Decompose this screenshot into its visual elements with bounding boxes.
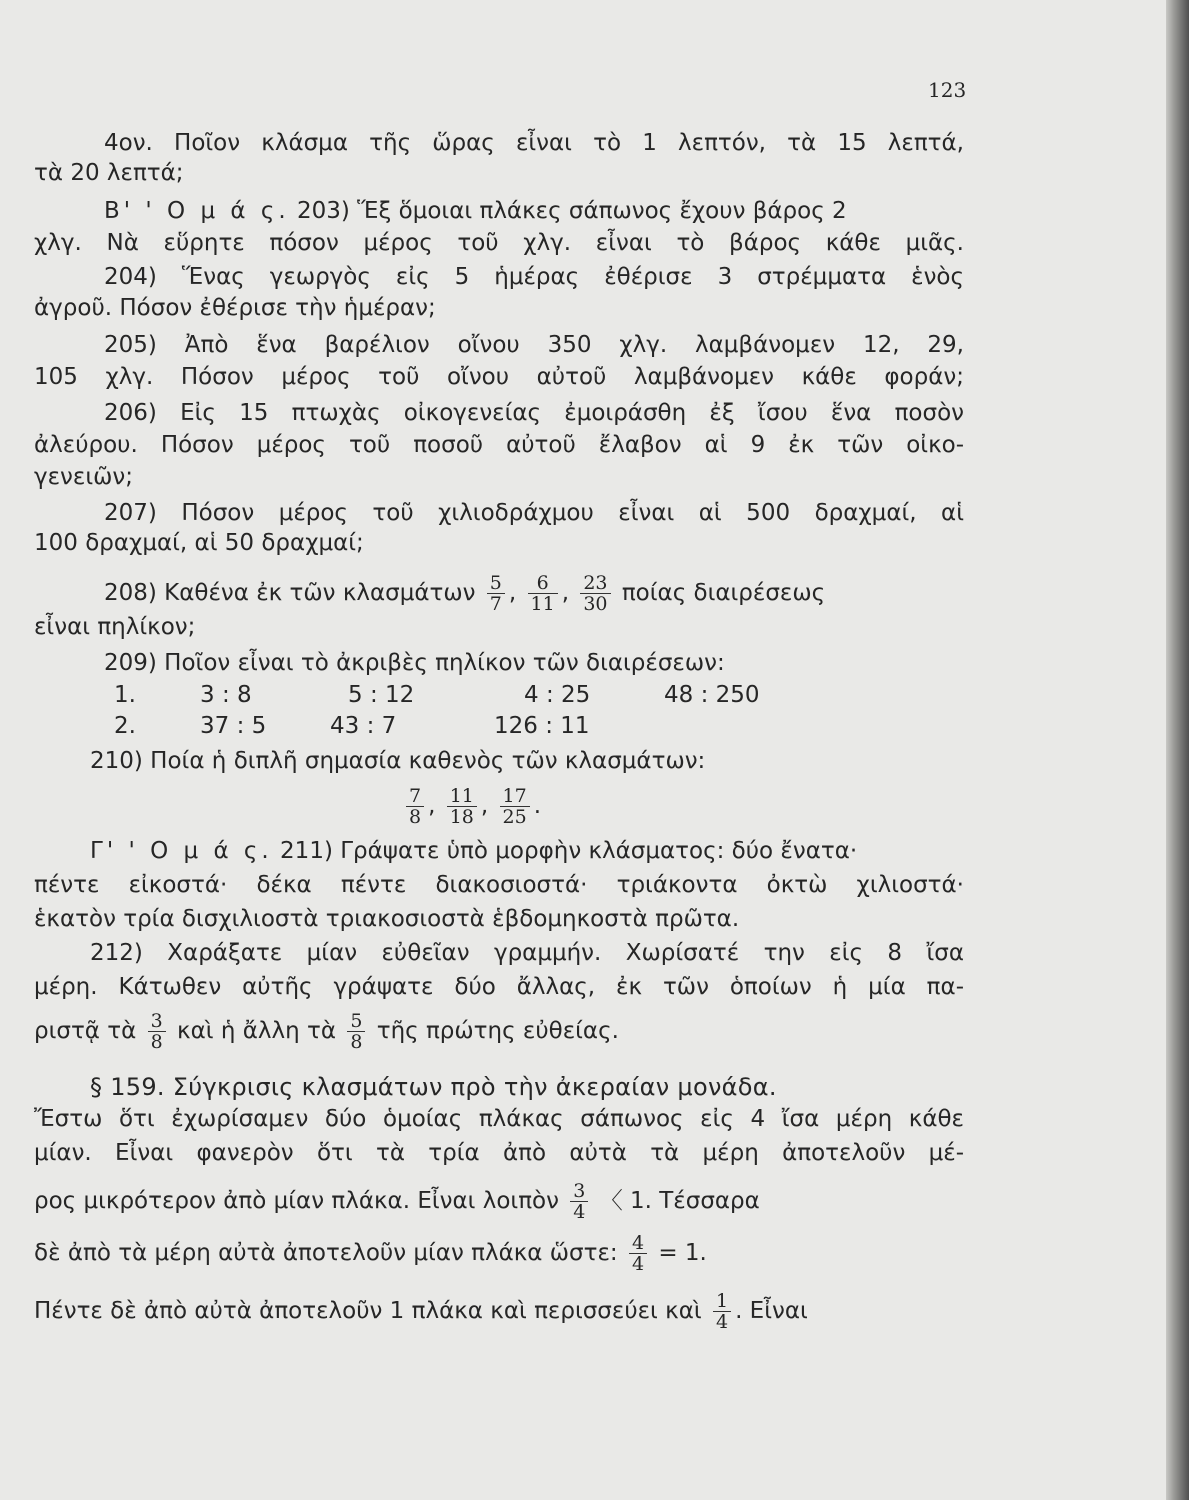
fraction: $\frac{17}{25}$: [500, 786, 530, 827]
text-line: 100 δραχμαί, αἱ 50 δραχμαί;: [34, 530, 364, 556]
text-line: Πέντε δὲ ἀπὸ αὐτὰ ἀποτελοῦν 1 πλάκα καὶ περισσεύει καὶ $\frac{1}{4}$ . Εἶναι: [34, 1290, 808, 1333]
exercise-203: [104, 196, 964, 226]
exercise-text: ποίας διαιρέσεως: [621, 580, 826, 606]
page-number: 123: [928, 78, 967, 102]
division: 3 : 8: [200, 682, 252, 708]
text-line: Ἔστω ὅτι ἐχωρίσαμεν δύο ὁμοίας πλάκας σάπωνος εἰς 4 ἴσα μέρη κάθε: [34, 1106, 964, 1132]
fraction: $\frac{5}{8}$: [347, 1011, 365, 1052]
exercise-207: 207) Πόσον μέρος τοῦ χιλιοδράχμου εἶναι αἱ 500 δραχμαί, αἱ: [104, 500, 964, 526]
text-line: μίαν. Εἶναι φανερὸν ὅτι τὰ τρία ἀπὸ αὐτὰ τὰ μέρη ἀποτελοῦν μέ-: [34, 1140, 964, 1166]
exercise-208: 208) Καθένα ἐκ τῶν κλασμάτων $\frac{5}{7}$ , $\frac{6}{11}$ , $\frac{23}{30}$ ποίας διαιρέσεως: [104, 572, 826, 615]
text-line: πέντε εἰκοστά· δέκα πέντε διακοσιοστά· τριάκοντα ὀκτὼ χιλιοστά·: [34, 872, 964, 898]
text-line: χλγ. Νὰ εὕρητε πόσον μέρος τοῦ χλγ. εἶναι τὸ βάρος κάθε μιᾶς.: [34, 230, 964, 256]
division: 37 : 5: [200, 713, 267, 739]
text-line: ριστᾷ τὰ $\frac{3}{8}$ καὶ ἡ ἄλλη τὰ $\frac{5}{8}$ τῆς πρώτης εὐθείας.: [34, 1010, 619, 1053]
row-label: 2.: [114, 713, 136, 739]
group-label-b: Β' ' Ο μ ά ς.: [104, 198, 290, 224]
exercise-211: [90, 836, 964, 866]
fraction: $\frac{5}{7}$: [487, 573, 505, 614]
text-line: τὰ 20 λεπτά;: [34, 160, 184, 186]
text-line: ἀλεύρου. Πόσον μέρος τοῦ ποσοῦ αὐτοῦ ἔλαβον αἱ 9 ἐκ τῶν οἰκο-: [34, 432, 964, 458]
text-line: γενειῶν;: [34, 464, 133, 490]
division: 48 : 250: [664, 682, 760, 708]
exercise-210: 210) Ποία ἡ διπλῆ σημασία καθενὸς τῶν κλασμάτων:: [90, 748, 706, 774]
fraction: $\frac{7}{8}$: [406, 786, 424, 827]
fraction: $\frac{3}{4}$: [570, 1181, 588, 1222]
fraction: $\frac{3}{8}$: [148, 1011, 166, 1052]
exercise-206: 206) Εἰς 15 πτωχὰς οἰκογενείας ἐμοιράσθη ἐξ ἴσου ἕνα ποσὸν: [104, 400, 964, 426]
text-line: μέρη. Κάτωθεν αὐτῆς γράψατε δύο ἄλλας, ἐκ τῶν ὁποίων ἡ μία πα-: [34, 974, 964, 1000]
division: 126 : 11: [494, 713, 590, 739]
exercise-text: 208) Καθένα ἐκ τῶν κλασμάτων: [104, 580, 476, 606]
fraction: $\frac{11}{18}$: [447, 786, 477, 827]
fraction: $\frac{4}{4}$: [629, 1233, 647, 1274]
exercise-212: 212) Χαράξατε μίαν εὐθεῖαν γραμμήν. Χωρίσατέ την εἰς 8 ἴσα: [90, 940, 964, 966]
exercise-text: 211) Γράψατε ὑπὸ μορφὴν κλάσματος: δύο ἔνατα·: [280, 838, 858, 864]
exercise-204: 204) Ἕνας γεωργὸς εἰς 5 ἡμέρας ἐθέρισε 3 στρέμματα ἑνὸς: [104, 264, 964, 290]
section-heading-159: § 159. Σύγκρισις κλασμάτων πρὸ τὴν ἀκεραίαν μονάδα.: [90, 1073, 777, 1101]
exercise-text: 203) Ἕξ ὅμοιαι πλάκες σάπωνος ἔχουν βάρος 2: [297, 198, 847, 224]
fraction: $\frac{1}{4}$: [713, 1291, 731, 1332]
text-line: εἶναι πηλίκον;: [34, 614, 196, 640]
group-label-g: Γ' ' Ο μ ά ς.: [90, 838, 273, 864]
fraction: $\frac{6}{11}$: [528, 573, 558, 614]
exercise-209: 209) Ποῖον εἶναι τὸ ἀκριβὲς πηλίκον τῶν διαιρέσεων:: [104, 650, 725, 676]
exercise-205: 205) Ἀπὸ ἕνα βαρέλιον οἴνου 350 χλγ. λαμβάνομεν 12, 29,: [104, 332, 964, 358]
row-label: 1.: [114, 682, 136, 708]
text-line: ἑκατὸν τρία δισχιλιοστὰ τριακοσιοστὰ ἑβδομηκοστὰ πρῶτα.: [34, 906, 740, 932]
text-line: 4ον. Ποῖον κλάσμα τῆς ὥρας εἶναι τὸ 1 λεπτόν, τὰ 15 λεπτά,: [104, 130, 964, 156]
page-edge: [1166, 0, 1189, 1500]
text-line: ρος μικρότερον ἀπὸ μίαν πλάκα. Εἶναι λοιπὸν $\frac{3}{4}$ 〈 1. Τέσσαρα: [34, 1180, 760, 1223]
fraction-list: $\frac{7}{8}$ , $\frac{11}{18}$ , $\frac{17}{25}$ .: [402, 779, 662, 833]
text-line: 105 χλγ. Πόσον μέρος τοῦ οἴνου αὐτοῦ λαμβάνομεν κάθε φοράν;: [34, 364, 964, 390]
text-line: ἀγροῦ. Πόσον ἐθέρισε τὴν ἡμέραν;: [34, 295, 436, 321]
text-line: δὲ ἀπὸ τὰ μέρη αὐτὰ ἀποτελοῦν μίαν πλάκα ὥστε: $\frac{4}{4}$ = 1.: [34, 1232, 707, 1275]
fraction: $\frac{23}{30}$: [580, 573, 610, 614]
division: 5 : 12: [348, 682, 415, 708]
division: 43 : 7: [330, 713, 397, 739]
division: 4 : 25: [524, 682, 591, 708]
